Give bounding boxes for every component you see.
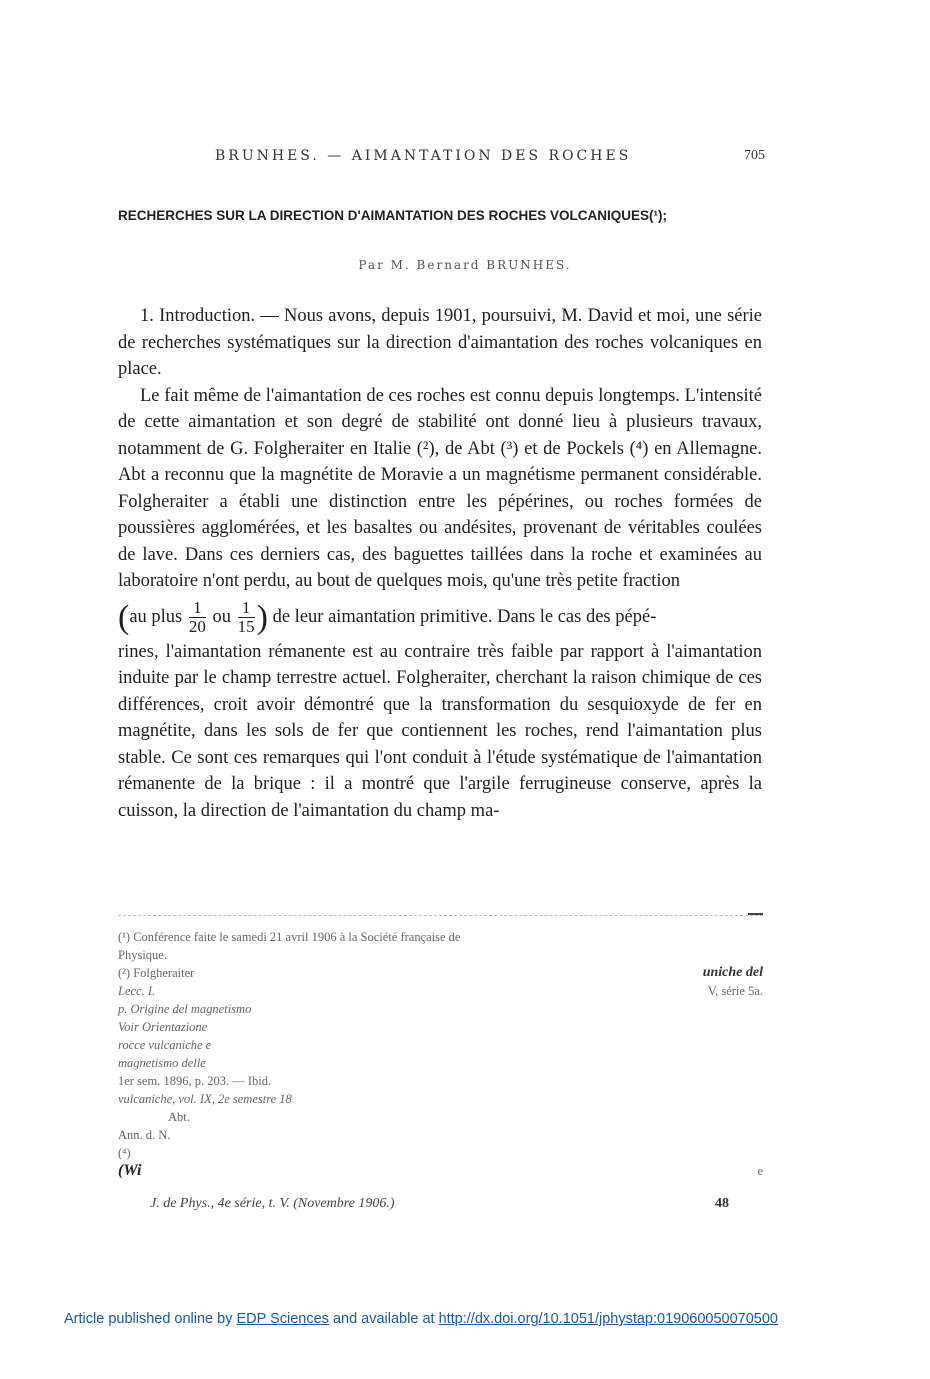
footnote-series: V, série 5a.	[707, 984, 763, 998]
running-head-title: BRUNHES. — AIMANTATION DES ROCHES	[215, 148, 632, 164]
banner-prefix: Article published online by	[64, 1311, 233, 1327]
footnote-text: Voir Orientazione	[118, 1020, 208, 1034]
journal-citation: J. de Phys., 4e série, t. V. (Novembre 1906.)	[150, 1196, 395, 1211]
fraction-numerator: 1	[238, 599, 255, 618]
footnote-line	[118, 1036, 763, 1054]
paragraph-introduction: 1. Introduction. — Nous avons, depuis 1901, poursuivi, M. David et moi, une série de recherches systématiques sur la direction d'aimantation des roches volcaniques en place.	[118, 306, 762, 379]
footnote-italic-title: uniche del	[702, 965, 763, 980]
fraction-suffix: de leur aimantation primitive. Dans le cas des pépé-	[272, 606, 657, 627]
article-title: RECHERCHES SUR LA DIRECTION D'AIMANTATION DES ROCHES VOLCANIQUES(¹);	[118, 208, 667, 223]
footnote-separator-end	[748, 913, 763, 915]
footnote-text: Physique.	[118, 948, 167, 962]
author-byline: Par M. Bernard BRUNHES.	[358, 258, 572, 272]
paragraph-history	[118, 383, 762, 595]
footnote-text: magnetismo delle	[118, 1056, 206, 1070]
footnote-text: 1er sem. 1896, p. 203. — Ibid.	[118, 1074, 272, 1088]
footnote-line	[118, 1162, 763, 1180]
footnote-line	[118, 1126, 763, 1144]
fraction-one-twentieth	[189, 599, 206, 636]
footnote-text: (¹) Conférence faite le samedi 21 avril 1906 à la Société française de	[118, 930, 461, 944]
footnote-text: vulcaniche, vol. IX, 2e semestre 18	[118, 1092, 292, 1106]
footnote-text: (Wi	[118, 1162, 142, 1179]
fraction-denominator: 15	[237, 616, 255, 636]
footnote-line	[118, 1144, 763, 1162]
page-number: 705	[744, 148, 765, 163]
footnote-line	[118, 1072, 763, 1090]
footnote-text: Ann. d. N.	[118, 1128, 171, 1142]
footnote-text: (²) Folgheraiter	[118, 966, 195, 980]
footnote-text: p. Origine del magnetismo	[118, 1002, 252, 1016]
footnote-text: e	[757, 1164, 763, 1178]
publication-banner	[64, 1311, 778, 1327]
sheet-number: 48	[715, 1196, 729, 1211]
paragraph-folgheraiter: rines, l'aimantation rémanente est au contraire très faible par rapport à l'aimantation induite par le champ terrestre actuel. Folgheraiter, cherchant la raison chimique de ces différences, croit avoir démontré que la transformation du sesquioxyde de fer en magnétite, dans les sols de fer que contiennent les roches, rend l'aimantation plus stable. Ce sont ces remarques qui l'ont conduit à l'étude systématique de l'aimantation rémanente de la brique : il a montré que l'argile ferrugineuse conserve, après la cuisson, la direction de l'aimantation du champ ma-	[118, 641, 762, 821]
footnote-line	[118, 928, 763, 946]
open-paren-glyph: (	[118, 598, 130, 636]
footnote-line	[118, 1090, 763, 1108]
footnote-line	[118, 1054, 763, 1072]
fraction-one-fifteenth	[238, 599, 255, 636]
footnote-line	[118, 1018, 763, 1036]
footnote-text: Lecc. I.	[118, 984, 156, 998]
footnote-line	[118, 982, 763, 1000]
footnotes	[118, 928, 763, 1180]
fraction-conjunction: ou	[212, 606, 232, 627]
footnote-text: rocce vulcaniche e	[118, 1038, 212, 1052]
close-paren-glyph: )	[256, 598, 268, 636]
footnote-text: (⁴)	[118, 1146, 131, 1160]
footnote-text: Abt.	[168, 1110, 190, 1124]
paragraph-history-text: Le fait même de l'aimantation de ces roches est connu depuis longtemps. L'intensité de cette aimantation et son degré de stabilité ont donné lieu à plusieurs travaux, notamment de G. Folgheraiter en Italie (²), de Abt (³) et de Pockels (⁴) en Allemagne. Abt a reconnu que la magnétite de Moravie a un magnétisme permanent considérable. Folgheraiter a établi une distinction entre les pépérines, ou roches formées de poussières agglomérées, et les basaltes ou andésites, provenant de véritables coulées de lave. Dans ces derniers cas, des baguettes taillées dans la roche et examinées au laboratoire n'ont perdu, au bout de quelques mois, qu'une très petite fraction	[118, 385, 762, 591]
doi-link[interactable]: http://dx.doi.org/10.1051/jphystap:019060050070500	[438, 1311, 778, 1327]
banner-middle: and available at	[332, 1311, 435, 1327]
article-body	[118, 303, 762, 824]
publisher-link[interactable]: EDP Sciences	[236, 1311, 329, 1327]
footnote-line	[118, 1108, 763, 1126]
footnote-line	[118, 964, 763, 982]
footnote-separator	[118, 915, 763, 916]
fraction-prefix: au plus	[129, 606, 183, 627]
fraction-numerator: 1	[189, 599, 206, 618]
footnote-line	[118, 1000, 763, 1018]
footnote-line	[118, 946, 763, 964]
fraction-denominator: 20	[188, 616, 206, 636]
fraction-line	[118, 595, 762, 639]
